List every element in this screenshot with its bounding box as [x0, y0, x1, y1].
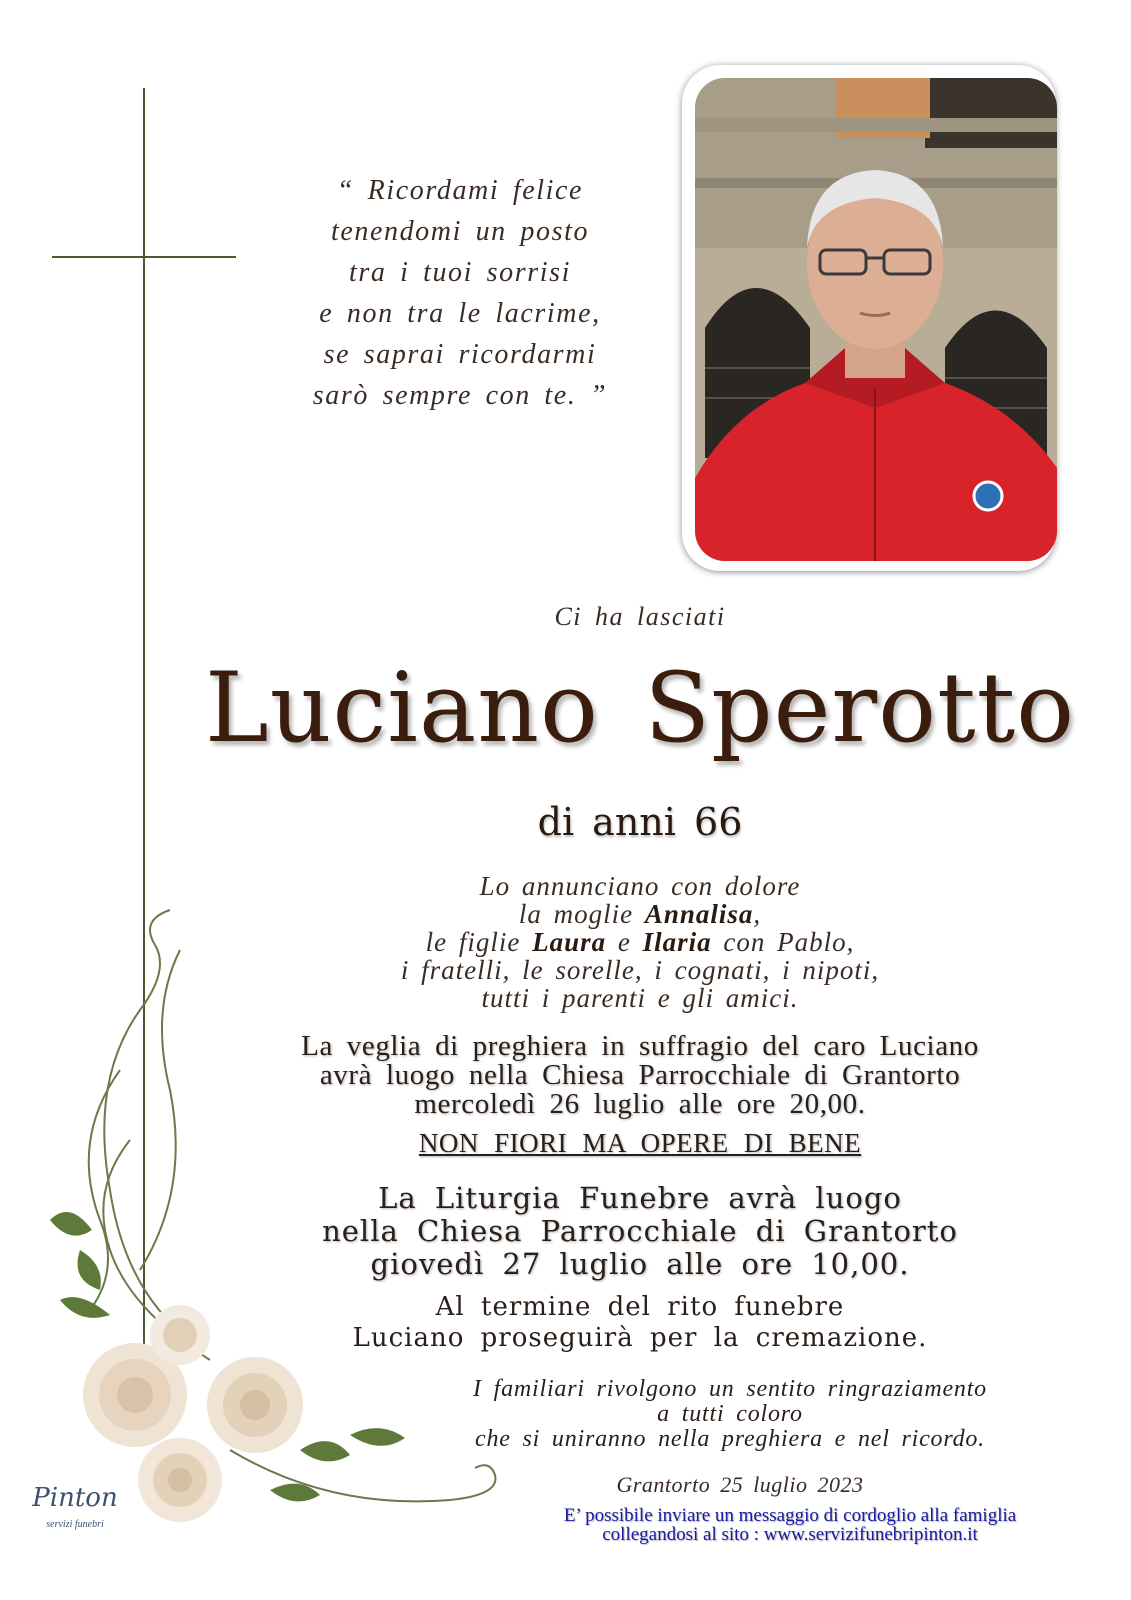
portrait-illustration	[695, 78, 1057, 561]
age-line: di anni 66	[537, 800, 743, 844]
funeral-line: giovedì 27 luglio alle ore 10,00.	[370, 1247, 910, 1281]
vigil-line: mercoledì 26 luglio alle ore 20,00.	[414, 1088, 866, 1120]
announcement-text: la moglie	[518, 899, 645, 929]
quote-line: se saprai ricordarmi	[323, 339, 597, 370]
announcement-text: con Pablo,	[711, 927, 855, 957]
quote-line: e non tra le lacrime,	[319, 298, 601, 329]
vigil-line: La veglia di preghiera in suffragio del caro Luciano	[301, 1030, 979, 1062]
quote-line: “ Ricordami felice	[336, 175, 584, 206]
condolence-line: E’ possibile inviare un messaggio di cordoglio alla famiglia	[563, 1505, 1017, 1526]
floral-illustration	[30, 890, 510, 1550]
memorial-quote	[270, 170, 650, 416]
funeral-line: nella Chiesa Parrocchiale di Grantorto	[322, 1214, 958, 1248]
announcement-line: i fratelli, le sorelle, i cognati, i nipoti,	[400, 955, 880, 985]
intro-text: Ci ha lasciati	[554, 602, 726, 631]
daughter-name: Ilaria	[642, 927, 712, 957]
cross-horizontal-bar	[52, 256, 236, 258]
deceased-name: Luciano Sperotto	[204, 652, 1076, 764]
funeral-home-logo	[20, 1475, 130, 1540]
portrait-photo	[695, 78, 1057, 561]
condolence-website-link[interactable]: collegandosi al sito : www.servizifunebripinton.it	[602, 1524, 978, 1545]
announcement-line: Lo annunciano con dolore	[479, 871, 801, 901]
condolence-notice	[480, 1506, 1100, 1544]
thanks-line: I familiari rivolgono un sentito ringraziamento	[473, 1376, 987, 1402]
announcement-line: tutti i parenti e gli amici.	[481, 983, 799, 1013]
place-date: Grantorto 25 luglio 2023	[616, 1472, 864, 1497]
quote-line: tenendomi un posto	[330, 216, 590, 247]
daughter-name: Laura	[532, 927, 607, 957]
funeral-line: La Liturgia Funebre avrà luogo	[378, 1181, 902, 1215]
cremation-line: Al termine del rito funebre	[435, 1292, 845, 1322]
thanks-line: a tutti coloro	[657, 1401, 803, 1427]
announcement-text: ,	[753, 899, 762, 929]
quote-line: sarò sempre con te. ”	[312, 380, 608, 411]
no-flowers-notice: NON FIORI MA OPERE DI BENE	[418, 1128, 862, 1158]
wife-name: Annalisa	[644, 899, 754, 929]
vigil-line: avrà luogo nella Chiesa Parrocchiale di Grantorto	[319, 1059, 961, 1091]
thanks-line: che si uniranno nella preghiera e nel ricordo.	[475, 1426, 985, 1452]
cremation-line: Luciano proseguirà per la cremazione.	[352, 1323, 928, 1353]
quote-line: tra i tuoi sorrisi	[349, 257, 571, 288]
logo-subtitle: servizi funebri	[46, 1519, 104, 1530]
logo-name: Pinton	[32, 1483, 118, 1513]
announcement-text: le figlie	[425, 927, 533, 957]
rose-flower-decoration	[30, 890, 510, 1550]
announcement-text: e	[606, 927, 643, 957]
